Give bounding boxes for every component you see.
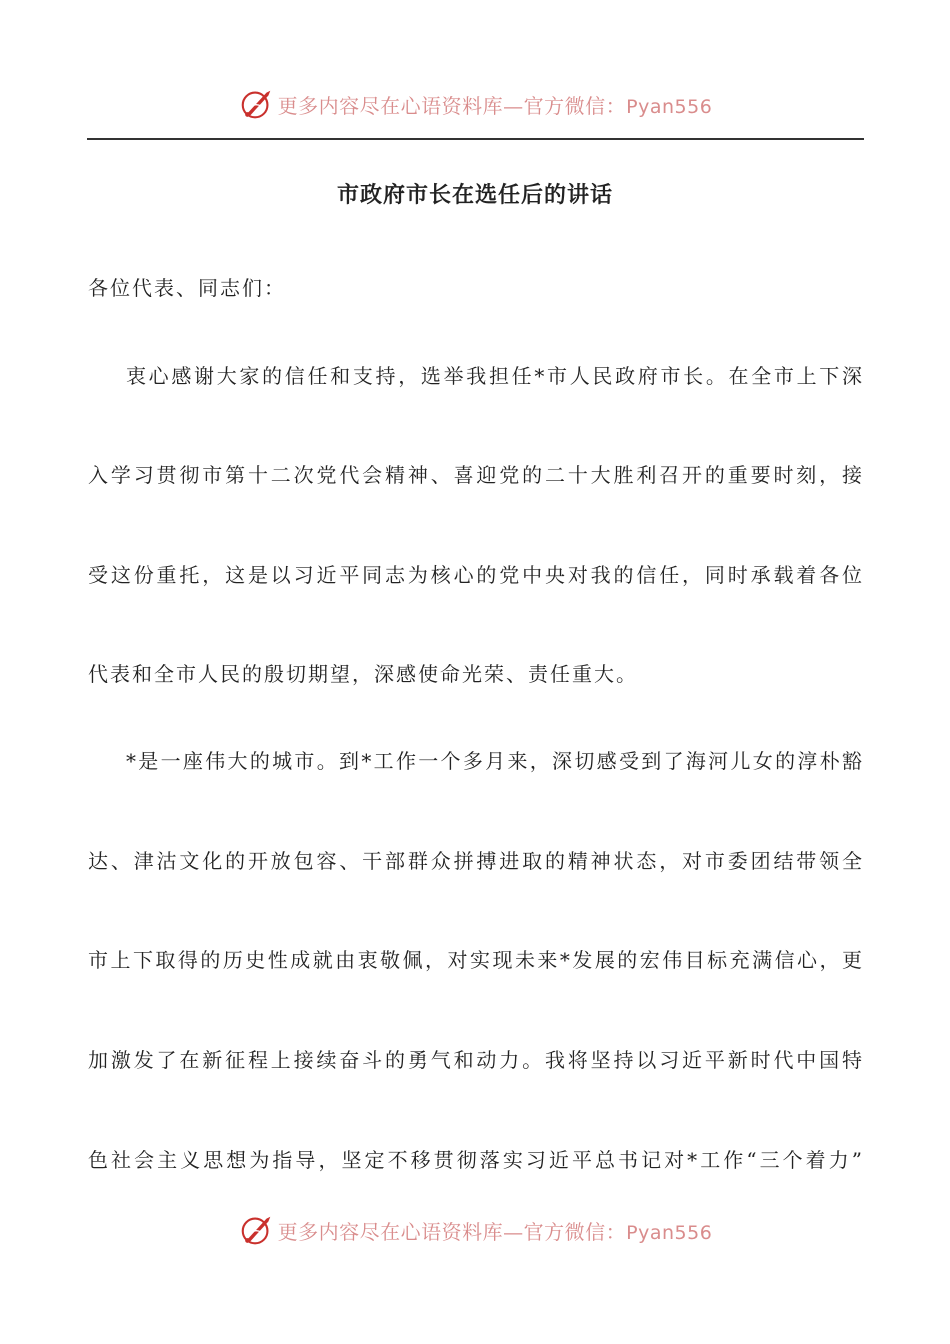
wechat-id: Pyan556 — [626, 95, 713, 118]
watermark-text: 更多内容尽在心语资料库—官方微信：Pyan556 — [277, 1219, 713, 1244]
header-divider — [87, 138, 864, 140]
paragraph-line: *是一座伟大的城市。到*工作一个多月来，深切感受到了海河儿女的淳朴豁 — [126, 749, 862, 773]
quill-logo-icon — [238, 1211, 276, 1249]
paragraph-line: 受这份重托，这是以习近平同志为核心的党中央对我的信任，同时承载着各位 — [88, 563, 862, 587]
watermark-text: 更多内容尽在心语资料库—官方微信：Pyan556 — [277, 93, 713, 118]
footer-watermark-banner — [0, 1208, 950, 1252]
header-watermark-banner — [0, 82, 950, 126]
salutation: 各位代表、同志们： — [88, 276, 286, 300]
paragraph-line: 衷心感谢大家的信任和支持，选举我担任*市人民政府市长。在全市上下深 — [126, 364, 862, 388]
paragraph-line: 市上下取得的历史性成就由衷敬佩，对实现未来*发展的宏伟目标充满信心，更 — [88, 948, 862, 972]
paragraph-line: 代表和全市人民的殷切期望，深感使命光荣、责任重大。 — [88, 662, 638, 686]
paragraph-line: 入学习贯彻市第十二次党代会精神、喜迎党的二十大胜利召开的重要时刻，接 — [88, 463, 862, 487]
document-title: 市政府市长在选任后的讲话 — [336, 183, 613, 208]
wechat-id: Pyan556 — [626, 1221, 713, 1244]
paragraph-line: 加激发了在新征程上接续奋斗的勇气和动力。我将坚持以习近平新时代中国特 — [88, 1048, 862, 1072]
paragraph-line: 色社会主义思想为指导，坚定不移贯彻落实习近平总书记对*工作“三个着力” — [88, 1148, 862, 1172]
paragraph-line: 达、津沽文化的开放包容、干部群众拼搏进取的精神状态，对市委团结带领全 — [88, 849, 862, 873]
quill-logo-icon — [238, 85, 276, 123]
